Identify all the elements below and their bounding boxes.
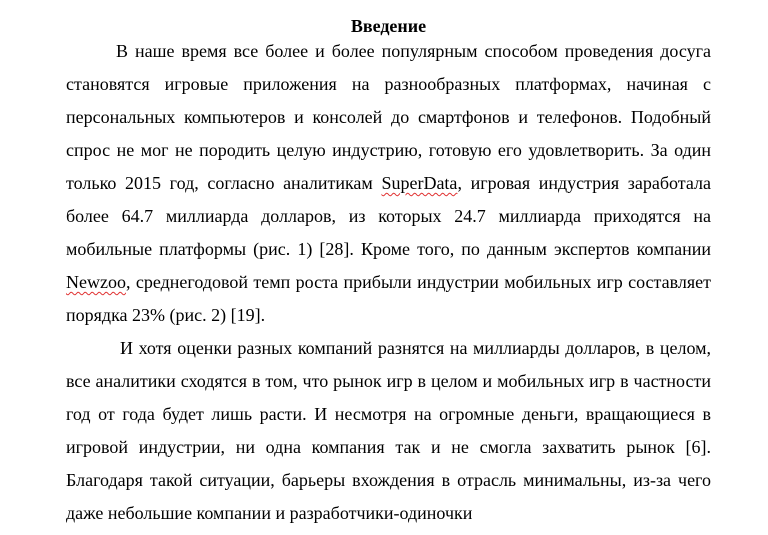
paragraph-market: И хотя оценки разных компаний разнятся на миллиарды долларов, в целом, все аналитики сходятся в том, что рынок игр в целом и мобильных игр в частности год от года будет лишь расти. И несмотря на огромные деньги, вращающиеся в игровой индустрии, ни одна компания так и не смогла захватить рынок [6]. Благодаря такой ситуации, барьеры вхождения в отрасль минимальны, из-за чего даже небольшие компании и разработчики-одиночки — [66, 338, 711, 523]
paragraph-text: , среднегодовой темп роста прибыли индустрии мобильных игр составляет порядка 23% (рис. 2) [19]. — [66, 272, 711, 325]
paragraph-intro — [66, 35, 711, 332]
spellcheck-word-newzoo[interactable]: Newzoo — [66, 272, 126, 292]
paragraph-text: , игровая индустрия заработала более 64.7 миллиарда долларов, из которых 24.7 миллиарда приходятся на мобильные платформы (рис. 1) [28]. Кроме того, по данным экспертов компании — [66, 173, 712, 259]
section-heading: Введение — [350, 16, 427, 36]
document-page — [66, 13, 711, 530]
paragraph-text: В наше время все более и более популярным способом проведения досуга становятся игровые приложения на разнообразных платформах, начиная с персональных компьютеров и консолей до смартфонов и телефонов. Подобный спрос не мог не породить целую индустрию, готовую его удовлетворить. За один только 2015 год, согласно аналитикам — [66, 41, 711, 193]
spellcheck-word-superdata[interactable]: SuperData — [381, 173, 458, 193]
